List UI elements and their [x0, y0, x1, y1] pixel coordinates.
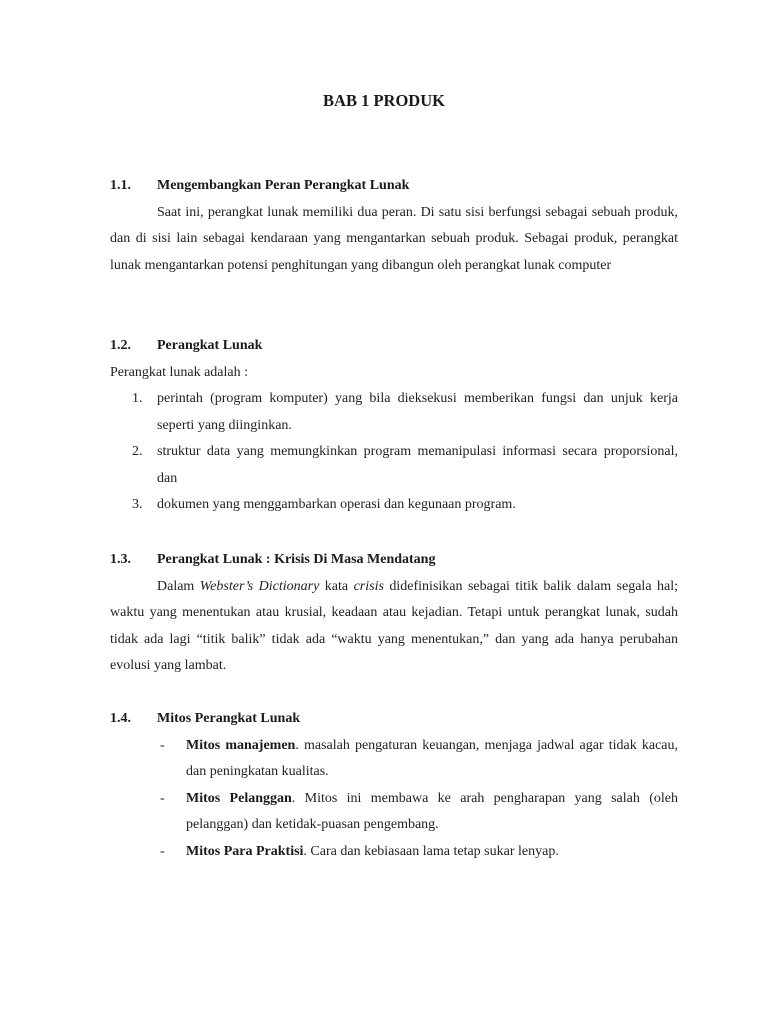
- section-paragraph: [110, 574, 678, 680]
- section-1-4: [110, 706, 678, 865]
- myth-label: Mitos Pelanggan: [186, 790, 292, 806]
- section-number: 1.4.: [110, 711, 131, 726]
- section-title: Perangkat Lunak: [157, 338, 263, 353]
- list-item: [132, 492, 678, 519]
- section-title: Mengembangkan Peran Perangkat Lunak: [157, 178, 410, 193]
- list-text: [186, 839, 678, 866]
- list-item: [160, 733, 678, 786]
- paragraph-text: didefinisikan sebagai titik balik dalam segala hal; waktu yang menentukan atau krusial, keadaan atau kejadian. Tetapi untuk perangkat lunak, sudah tidak ada lagi “titik balik” tidak ada “waktu yang menentukan,” dan yang ada hanya perubahan evolusi yang lambat.: [110, 578, 678, 673]
- section-intro: Perangkat lunak adalah :: [110, 364, 249, 380]
- paragraph-text: kata: [319, 578, 354, 594]
- list-item: [160, 839, 678, 866]
- myth-label: Mitos Para Praktisi: [186, 843, 304, 859]
- section-1-2: [110, 333, 678, 519]
- section-number: 1.2.: [110, 338, 131, 353]
- list-text: perintah (program komputer) yang bila dieksekusi memberikan fungsi dan unjuk kerja seperti yang diinginkan.: [157, 391, 678, 433]
- myth-description: . masalah pengaturan keuangan, menjaga jadwal agar tidak kacau, dan peningkatan kualitas.: [186, 737, 678, 779]
- myth-label: Mitos manajemen: [186, 737, 296, 753]
- section-title: Perangkat Lunak : Krisis Di Masa Mendatang: [157, 552, 436, 567]
- chapter-title: BAB 1 PRODUK: [323, 91, 445, 110]
- list-text: [186, 733, 678, 786]
- section-1-1: [110, 173, 678, 279]
- dash-bullet: -: [160, 790, 165, 806]
- list-text: [186, 786, 678, 839]
- dash-bullet: -: [160, 737, 165, 753]
- section-heading: [110, 173, 678, 200]
- section-heading: [110, 706, 678, 733]
- list-number: 3.: [132, 497, 143, 512]
- italic-term: Webster’s Dictionary: [199, 578, 320, 594]
- list-text: struktur data yang memungkinkan program memanipulasi informasi secara proporsional, dan: [157, 444, 678, 486]
- myth-description: . Mitos ini membawa ke arah pengharapan yang salah (oleh pelanggan) dan ketidak-puasan pengembang.: [186, 790, 678, 832]
- list-number: 1.: [132, 391, 143, 406]
- list-text: dokumen yang menggambarkan operasi dan kegunaan program.: [157, 497, 516, 512]
- italic-term: crisis: [353, 578, 384, 594]
- list-item: [132, 386, 678, 439]
- section-heading: [110, 547, 678, 574]
- section-1-3: [110, 547, 678, 680]
- section-heading: [110, 333, 678, 360]
- list-item: [132, 439, 678, 492]
- numbered-list: [110, 386, 678, 519]
- section-number: 1.3.: [110, 552, 131, 567]
- section-number: 1.1.: [110, 178, 131, 193]
- section-paragraph: Saat ini, perangkat lunak memiliki dua peran. Di satu sisi berfungsi sebagai sebuah produk, dan di sisi lain sebagai kendaraan yang mengantarkan sebuah produk. Sebagai produk, perangkat lunak mengantarkan potensi penghitungan yang dibangun oleh perangkat lunak computer: [110, 204, 678, 273]
- list-item: [160, 786, 678, 839]
- dash-list: [110, 733, 678, 866]
- dash-bullet: -: [160, 843, 165, 859]
- section-title: Mitos Perangkat Lunak: [157, 711, 301, 726]
- list-number: 2.: [132, 444, 143, 459]
- paragraph-text: Dalam: [157, 578, 200, 594]
- myth-description: . Cara dan kebiasaan lama tetap sukar lenyap.: [303, 843, 559, 859]
